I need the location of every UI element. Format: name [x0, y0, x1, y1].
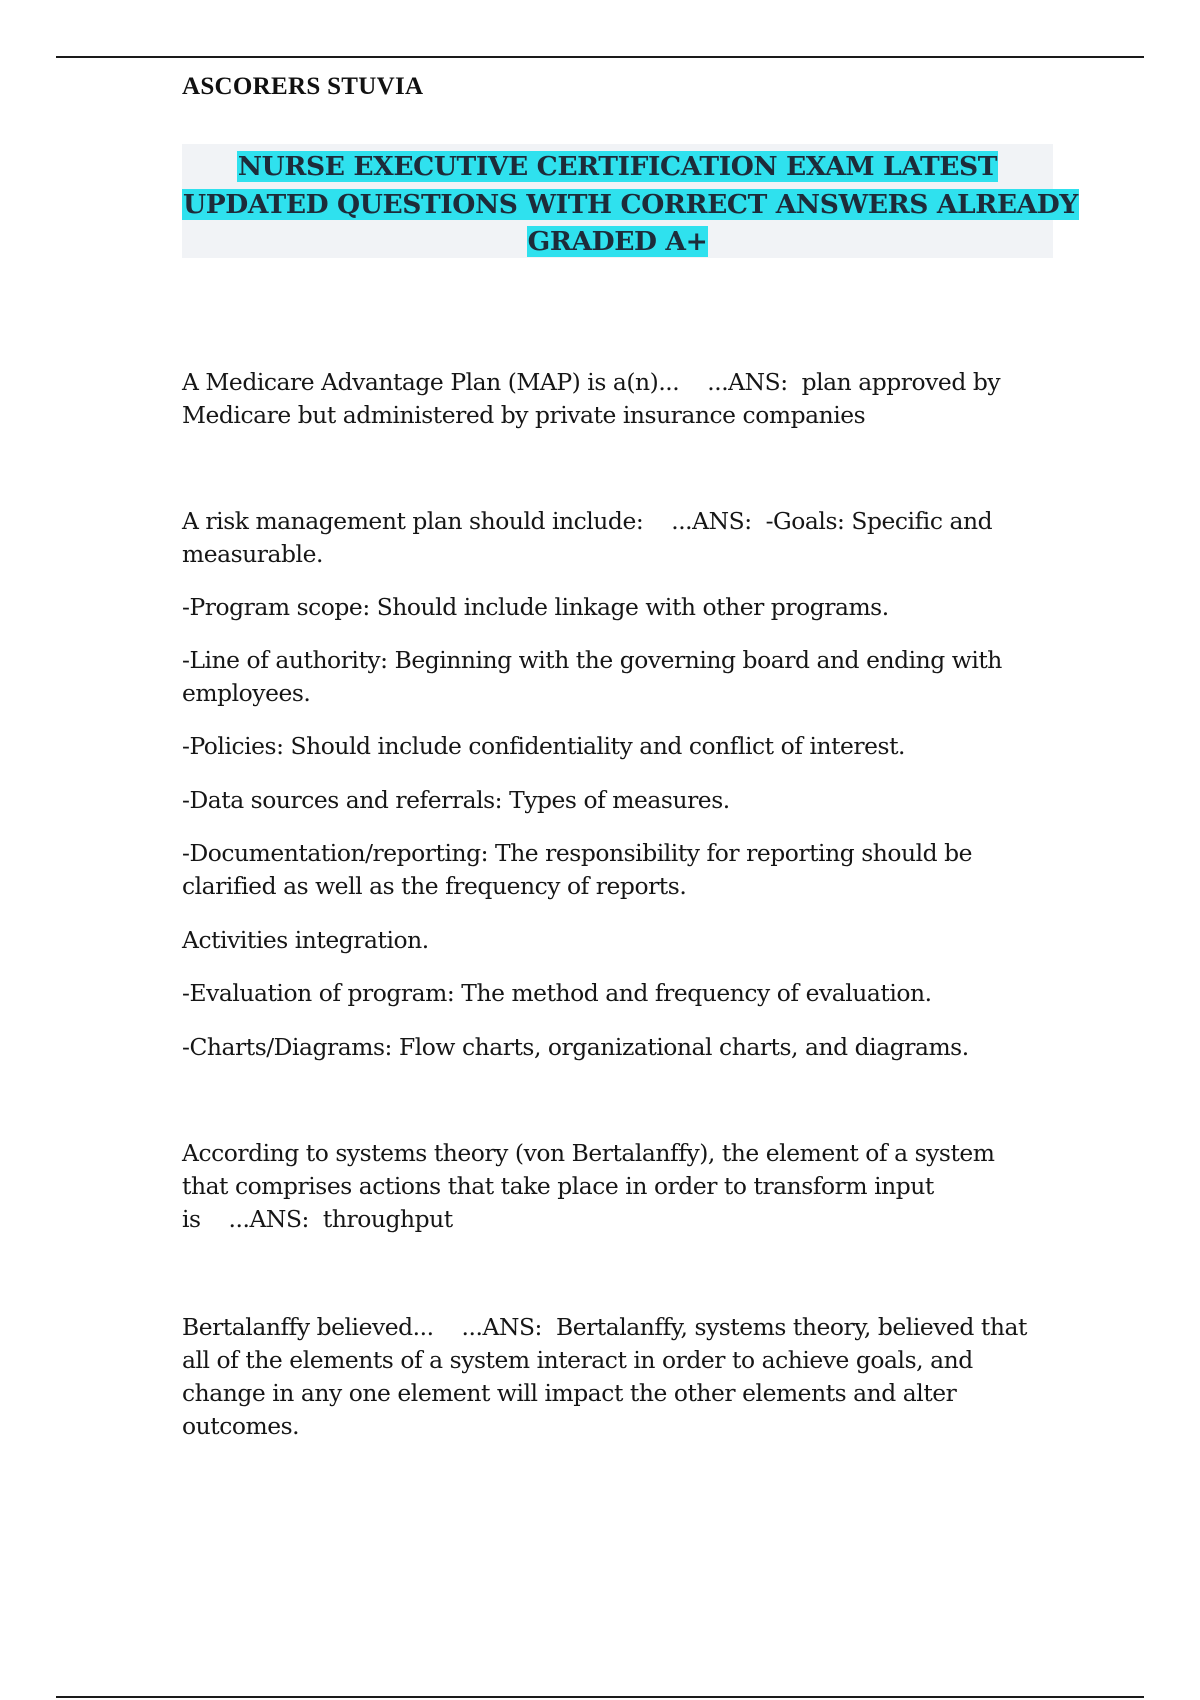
text-line: measurable. — [182, 540, 323, 568]
text-line: Bertalanffy believed... ...ANS: Bertalanffy, systems theory, believed that — [182, 1313, 1027, 1341]
list-item-data-sources — [182, 784, 1062, 817]
text-line: that comprises actions that take place in order to transform input — [182, 1172, 934, 1200]
list-item-documentation — [182, 837, 1062, 903]
document-brand-header: ASCORERS STUVIA — [182, 73, 424, 100]
text-line: outcomes. — [182, 1412, 300, 1440]
title-line — [182, 223, 1053, 261]
title-line-text: UPDATED QUESTIONS WITH CORRECT ANSWERS ALREADY — [183, 188, 1078, 220]
title-line — [182, 186, 1078, 224]
top-rule — [56, 56, 1144, 58]
list-item-activities — [182, 924, 1062, 957]
text-line: -Documentation/reporting: The responsibility for reporting should be — [182, 839, 973, 867]
text-line: -Charts/Diagrams: Flow charts, organizational charts, and diagrams. — [182, 1033, 969, 1061]
list-item-program-scope — [182, 591, 1062, 624]
list-item-line-of-authority — [182, 644, 1062, 710]
text-line: -Data sources and referrals: Types of measures. — [182, 786, 730, 814]
text-line: -Line of authority: Beginning with the governing board and ending with — [182, 646, 1002, 674]
list-item-evaluation — [182, 977, 1062, 1010]
text-line: According to systems theory (von Bertalanffy), the element of a system — [182, 1139, 995, 1167]
text-line: A Medicare Advantage Plan (MAP) is a(n)... ...ANS: plan approved by — [182, 368, 1001, 396]
qa-paragraph-systems-theory — [182, 1137, 1062, 1236]
qa-paragraph-risk-plan — [182, 505, 1062, 571]
document-title-block — [182, 144, 1078, 258]
text-line: clarified as well as the frequency of reports. — [182, 872, 687, 900]
text-line: employees. — [182, 679, 311, 707]
text-line: change in any one element will impact the other elements and alter — [182, 1379, 957, 1407]
list-item-policies — [182, 730, 1062, 763]
list-item-charts — [182, 1031, 1062, 1064]
title-line-text: GRADED A+ — [527, 226, 708, 257]
text-line: A risk management plan should include: ...ANS: -Goals: Specific and — [182, 507, 993, 535]
title-line — [182, 148, 1053, 186]
qa-paragraph-bertalanffy — [182, 1311, 1062, 1443]
text-line: -Program scope: Should include linkage with other programs. — [182, 593, 889, 621]
qa-paragraph-medicare — [182, 366, 1062, 432]
text-line: Activities integration. — [182, 926, 429, 954]
text-line: all of the elements of a system interact in order to achieve goals, and — [182, 1346, 973, 1374]
title-line-text: NURSE EXECUTIVE CERTIFICATION EXAM LATEST — [237, 151, 998, 182]
text-line: -Policies: Should include confidentiality and conflict of interest. — [182, 732, 906, 760]
bottom-rule — [56, 1696, 1144, 1698]
text-line: is ...ANS: throughput — [182, 1205, 453, 1233]
text-line: -Evaluation of program: The method and frequency of evaluation. — [182, 979, 932, 1007]
text-line: Medicare but administered by private insurance companies — [182, 401, 866, 429]
